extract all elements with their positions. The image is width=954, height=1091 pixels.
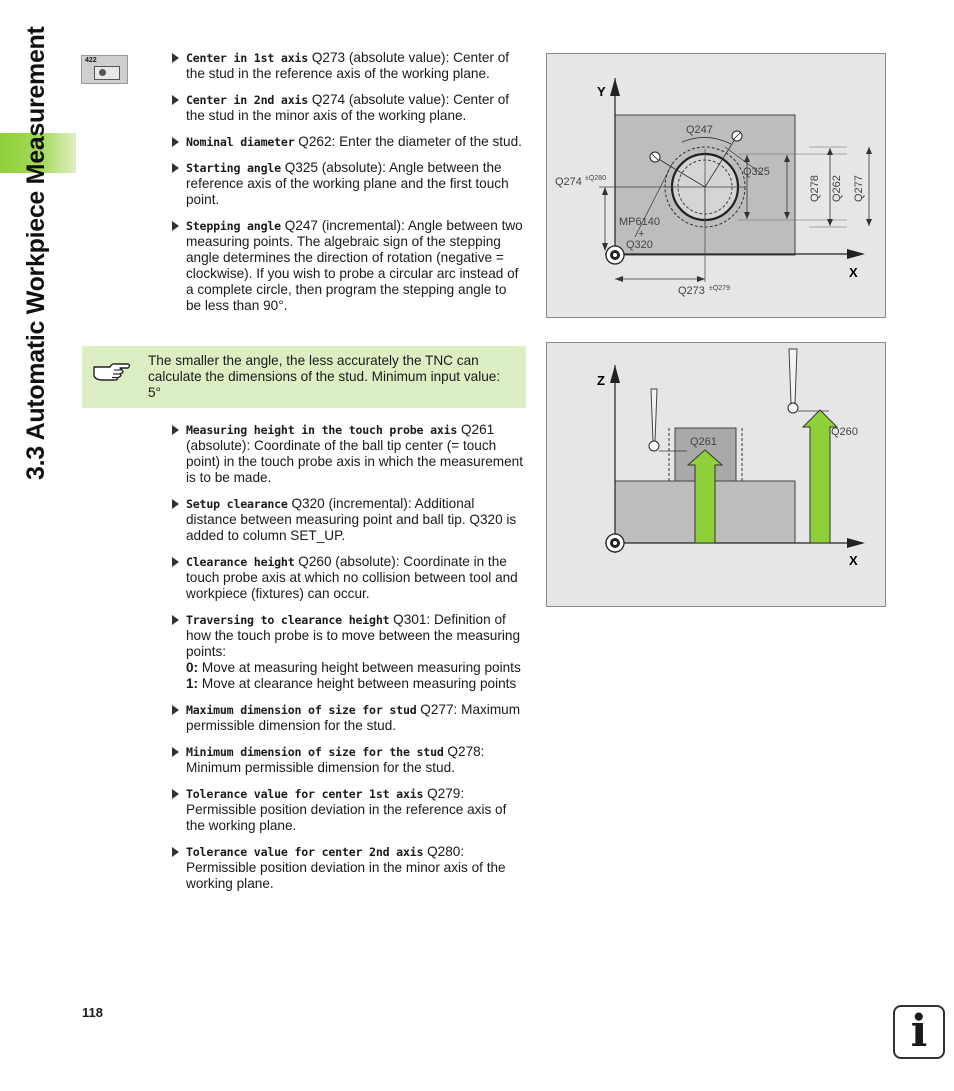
bullet-arrow-icon	[172, 163, 179, 173]
label-q279: ±Q279	[709, 285, 730, 292]
y-axis-arrow	[610, 78, 620, 96]
parameter-item	[172, 134, 524, 150]
probe-stylus-low	[651, 389, 657, 441]
info-icon[interactable]: i	[893, 1005, 945, 1059]
option-text: Move at clearance height between measuring points	[198, 676, 517, 691]
xz-plane-diagram	[546, 342, 886, 607]
option-text: Move at measuring height between measuring points	[198, 660, 521, 675]
parameter-description: Q278: Minimum permissible dimension for the stud.	[186, 744, 485, 775]
parameter-item	[172, 422, 524, 486]
option-key: 0:	[186, 660, 199, 675]
bullet-arrow-icon	[172, 95, 179, 105]
bullet-arrow-icon	[172, 847, 179, 857]
z-axis-arrow	[610, 365, 620, 383]
parameter-item	[172, 612, 524, 692]
bullet-arrow-icon	[172, 137, 179, 147]
bullet-arrow-icon	[172, 53, 179, 63]
parameter-option	[186, 660, 524, 676]
cycle-icon-number: 422	[85, 57, 97, 64]
x-axis-arrow	[847, 249, 865, 259]
bullet-arrow-icon	[172, 615, 179, 625]
parameter-name: Maximum dimension of size for stud	[186, 703, 417, 717]
parameter-description: Q301: Definition of how the touch probe is to move between the measuring points:	[186, 612, 521, 659]
stud-icon-dot	[99, 69, 106, 76]
parameter-option	[186, 676, 524, 692]
parameter-description: Q247 (incremental): Angle between two measuring points. The algebraic sign of the stepping angle determines the direction of rotation (negative = clockwise). If you wish to probe a circular arc instead of a complete circle, then program the stepping angle to be less than 90°.	[186, 218, 523, 313]
parameter-name: Stepping angle	[186, 219, 281, 233]
parameter-name: Minimum dimension of size for the stud	[186, 745, 444, 759]
parameter-item	[172, 786, 524, 834]
label-plus: +	[638, 228, 645, 240]
parameter-description: Q262: Enter the diameter of the stud.	[294, 134, 522, 149]
parameter-name: Tolerance value for center 2nd axis	[186, 845, 424, 859]
label-q247: Q247	[686, 124, 713, 136]
parameter-name: Nominal diameter	[186, 135, 295, 149]
parameter-item	[172, 844, 524, 892]
bullet-arrow-icon	[172, 705, 179, 715]
parameter-description: Q279: Permissible position deviation in the reference axis of the working plane.	[186, 786, 507, 833]
label-q262: Q262	[831, 175, 843, 202]
parameter-item	[172, 554, 524, 602]
label-q280: ±Q280	[585, 175, 606, 182]
parameter-name: Traversing to clearance height	[186, 613, 390, 627]
bullet-arrow-icon	[172, 499, 179, 509]
x-axis-label-bottom: X	[849, 553, 858, 568]
note-box	[82, 346, 526, 408]
option-key: 1:	[186, 676, 199, 691]
parameter-description: Q273 (absolute value): Center of the stud in the reference axis of the working plane.	[186, 50, 510, 81]
parameter-description: Q320 (incremental): Additional distance between measuring point and ball tip. Q320 is added to column SET_UP.	[186, 496, 517, 543]
parameter-item	[172, 218, 524, 314]
pointing-hand-icon	[92, 358, 132, 382]
parameter-list-top	[172, 50, 524, 324]
z-axis-label: Z	[597, 373, 605, 388]
cycle-422-icon[interactable]	[81, 55, 128, 84]
parameter-name: Clearance height	[186, 555, 295, 569]
label-q260: Q260	[831, 426, 858, 438]
parameter-name: Center in 2nd axis	[186, 93, 309, 107]
parameter-name: Setup clearance	[186, 497, 288, 511]
parameter-item	[172, 50, 524, 82]
parameter-name: Starting angle	[186, 161, 281, 175]
y-axis-label: Y	[597, 84, 606, 99]
parameter-description: Q277: Maximum permissible dimension for the stud.	[186, 702, 521, 733]
note-text: The smaller the angle, the less accurately the TNC can calculate the dimensions of the stud. Minimum input value: 5°	[148, 353, 501, 400]
label-q274: Q274	[555, 176, 582, 188]
label-mp6140: MP6140	[619, 216, 660, 228]
parameter-item	[172, 496, 524, 544]
label-q261: Q261	[690, 436, 717, 448]
xy-plane-svg	[547, 54, 885, 317]
parameter-list-bottom	[172, 422, 524, 902]
parameter-item	[172, 702, 524, 734]
parameter-item	[172, 92, 524, 124]
xy-plane-diagram	[546, 53, 886, 318]
label-q277: Q277	[853, 175, 865, 202]
label-q325: Q325	[743, 166, 770, 178]
probe-ball-low	[649, 441, 659, 451]
parameter-item	[172, 160, 524, 208]
bullet-arrow-icon	[172, 747, 179, 757]
label-q278: Q278	[809, 175, 821, 202]
bullet-arrow-icon	[172, 789, 179, 799]
probe-ball-high	[788, 403, 798, 413]
page-number: 118	[82, 1005, 103, 1020]
parameter-description: Q325 (absolute): Angle between the reference axis of the working plane and the first touch point.	[186, 160, 509, 207]
probe-stylus-high	[789, 349, 797, 403]
parameter-description: Q274 (absolute value): Center of the stud in the minor axis of the working plane.	[186, 92, 510, 123]
parameter-description: Q260 (absolute): Coordinate in the touch probe axis at which no collision between tool and workpiece (fixtures) can occur.	[186, 554, 518, 601]
chapter-title: 3.3 Automatic Workpiece Measurement	[22, 26, 50, 480]
workpiece-icon-box	[94, 66, 120, 80]
parameter-description: Q280: Permissible position deviation in the minor axis of the working plane.	[186, 844, 506, 891]
parameter-description: Q261 (absolute): Coordinate of the ball tip center (= touch point) in the touch probe axis in which the measurement is to be made.	[186, 422, 524, 485]
bullet-arrow-icon	[172, 557, 179, 567]
bullet-arrow-icon	[172, 425, 179, 435]
x-axis-label-top: X	[849, 265, 858, 280]
parameter-item	[172, 744, 524, 776]
bullet-arrow-icon	[172, 221, 179, 231]
parameter-name: Measuring height in the touch probe axis	[186, 423, 458, 437]
x-axis-arrow-bottom	[847, 538, 865, 548]
parameter-name: Tolerance value for center 1st axis	[186, 787, 424, 801]
xz-plane-svg	[547, 343, 885, 606]
label-q320-top: Q320	[626, 239, 653, 251]
label-q273: Q273	[678, 285, 705, 297]
parameter-name: Center in 1st axis	[186, 51, 309, 65]
